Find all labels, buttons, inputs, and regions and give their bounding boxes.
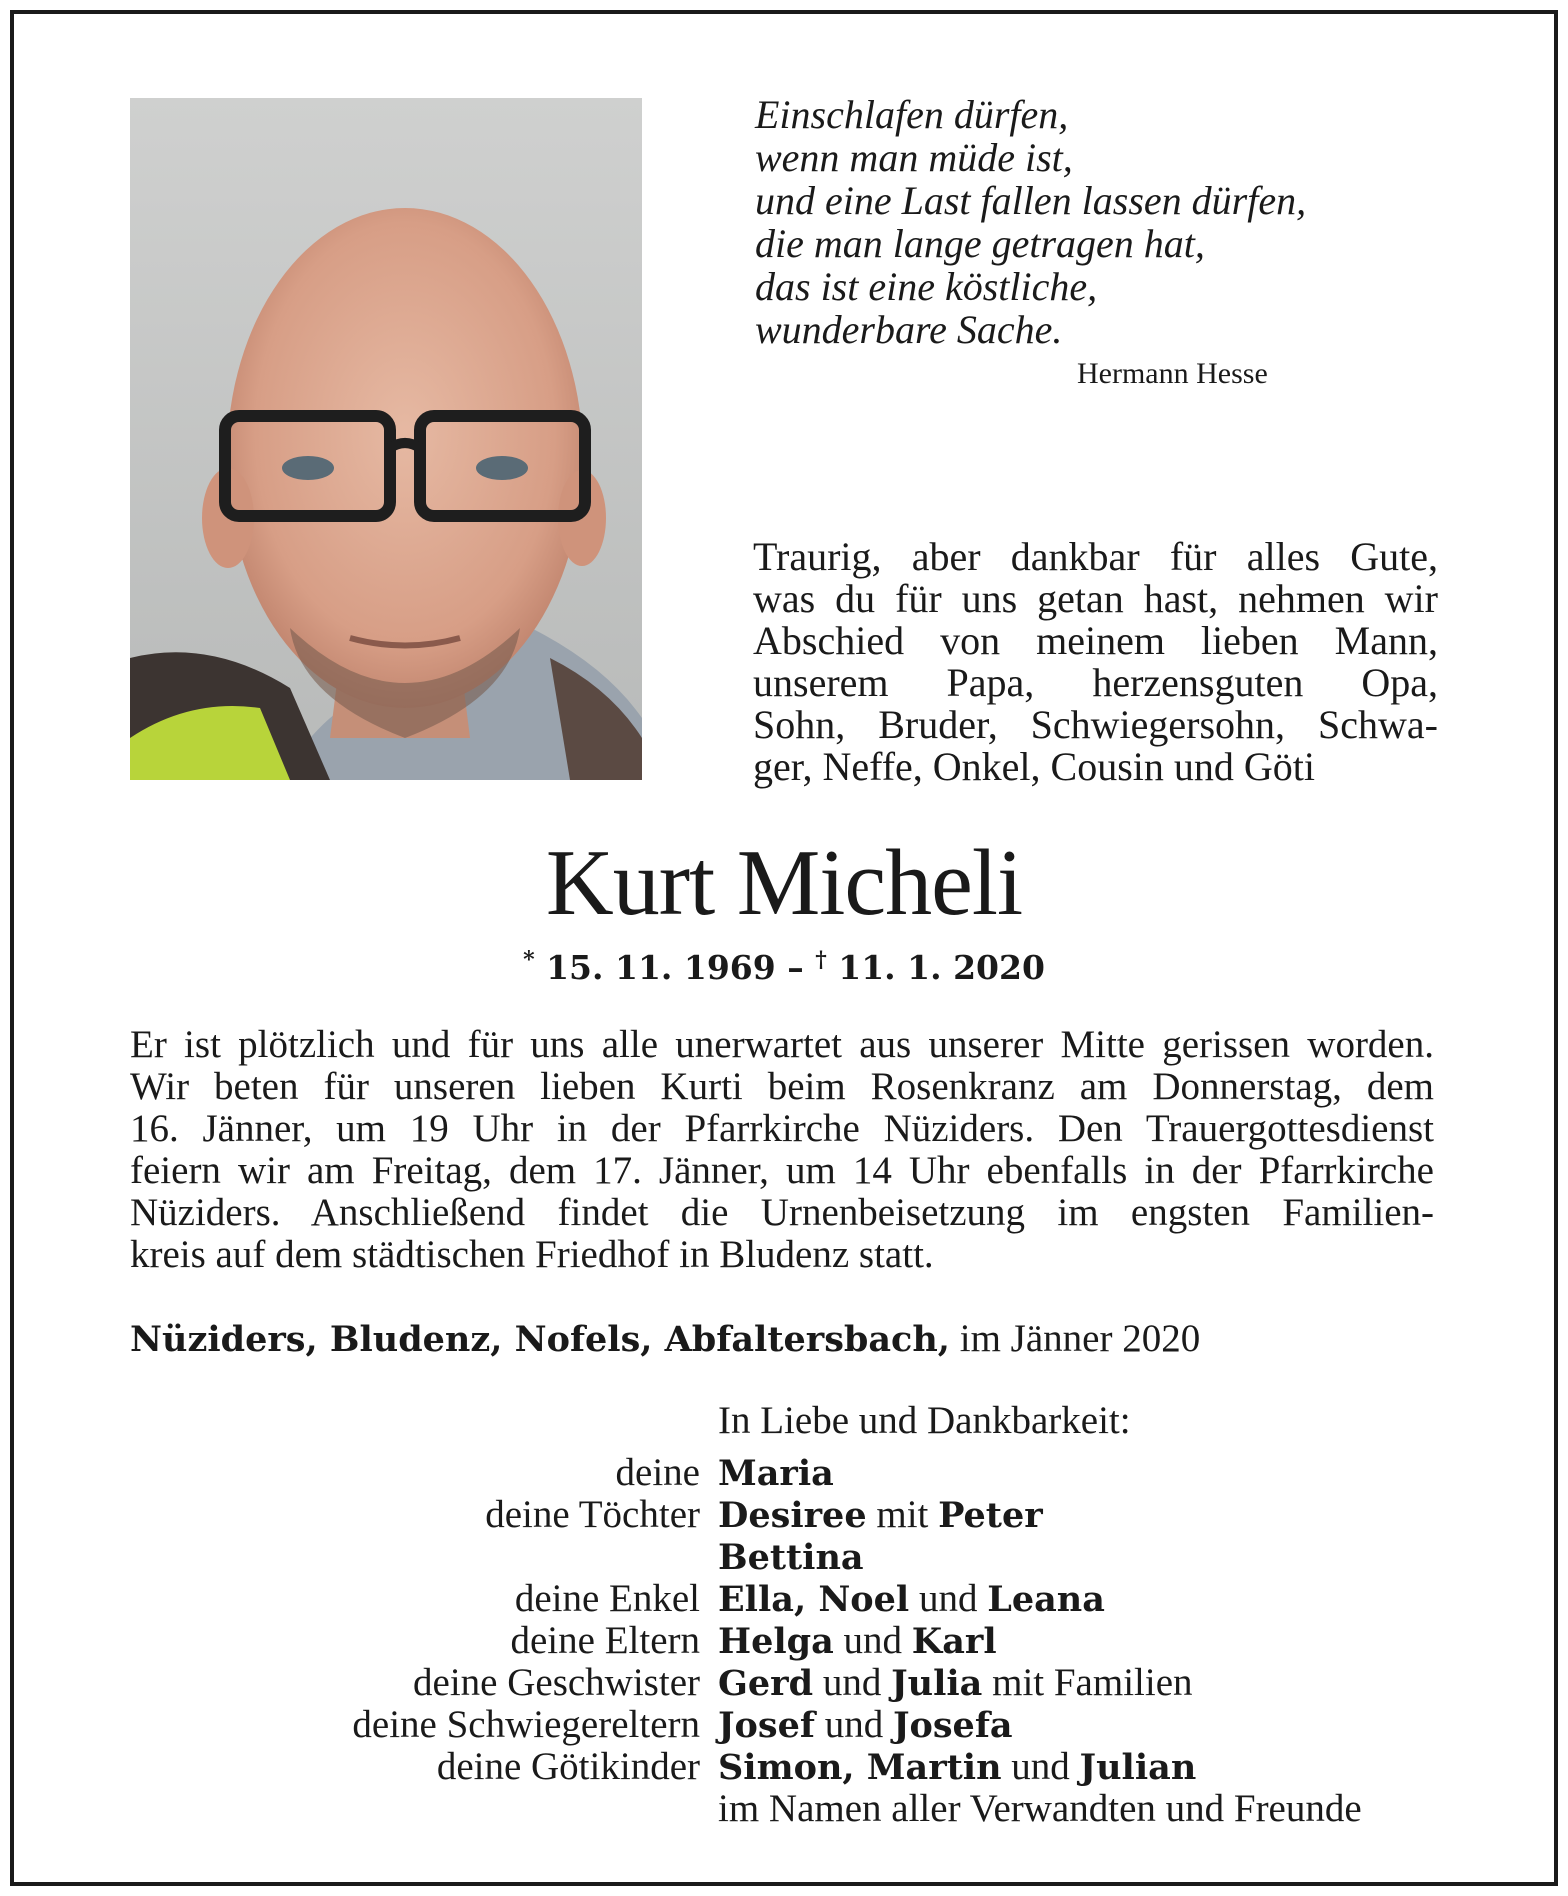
birth-symbol: * <box>523 947 535 973</box>
mourner-names <box>718 1536 864 1579</box>
body-line: 16. Jänner, um 19 Uhr in der Pfarrkirche Nüziders. Den Trauergottesdienst <box>130 1107 1434 1150</box>
life-dates <box>0 947 1568 987</box>
mourner-name: Peter <box>938 1495 1043 1536</box>
mourner-row <box>0 1452 1568 1494</box>
date-dash: – <box>787 948 804 987</box>
mourner-relation: deine Eltern <box>510 1619 700 1662</box>
death-symbol: † <box>815 947 827 973</box>
mourner-name: Gerd <box>718 1663 814 1704</box>
poem-line: wunderbare Sache. <box>755 307 1063 352</box>
mourner-connector: mit Familien <box>982 1661 1193 1704</box>
mourner-names <box>718 1620 997 1663</box>
intro-line: unserem Papa, herzensguten Opa, <box>753 660 1438 705</box>
mourner-row <box>0 1704 1568 1746</box>
intro-line: was du für uns getan hast, nehmen wir <box>753 576 1438 621</box>
intro-line: Abschied von meinem lieben Mann, <box>753 618 1438 663</box>
mourner-relation: deine Götikinder <box>436 1745 700 1788</box>
intro-line: Traurig, aber dankbar für alles Gute, <box>753 534 1438 579</box>
intro-line: ger, Neffe, Onkel, Cousin und Göti <box>753 744 1316 789</box>
mourner-names <box>718 1704 1013 1747</box>
mourner-name: Simon, Martin <box>718 1747 1002 1788</box>
mourner-names <box>718 1788 1362 1830</box>
mourner-row <box>0 1788 1568 1830</box>
portrait-photo <box>130 98 642 780</box>
mourner-row <box>0 1620 1568 1662</box>
mourner-name: Josef <box>718 1705 815 1746</box>
mourner-row <box>0 1662 1568 1704</box>
mourner-connector: und <box>833 1619 912 1662</box>
places-month: im Jänner 2020 <box>950 1317 1201 1360</box>
poem-line: wenn man müde ist, <box>755 135 1073 180</box>
mourner-name: Desiree <box>718 1495 867 1536</box>
mourner-row <box>0 1578 1568 1620</box>
poem-line: das ist eine köstliche, <box>755 264 1098 309</box>
mourner-connector: und <box>814 1703 893 1746</box>
mourner-connector: und <box>1001 1745 1080 1788</box>
mourner-name: Leana <box>987 1579 1105 1620</box>
body-line: kreis auf dem städtischen Friedhof in Bludenz statt. <box>130 1233 934 1276</box>
mourner-row <box>0 1746 1568 1788</box>
mourner-name: Josefa <box>892 1705 1013 1746</box>
body-line: Nüziders. Anschließend findet die Urnenbeisetzung im engsten Familien- <box>130 1191 1434 1234</box>
death-date: 11. 1. 2020 <box>838 948 1045 987</box>
mourner-relation: deine Schwiegereltern <box>352 1703 700 1746</box>
mourner-names <box>718 1494 1043 1537</box>
mourner-name: Julia <box>891 1663 983 1704</box>
mourner-relation: deine <box>615 1451 700 1494</box>
mourner-relation: deine Enkel <box>514 1577 700 1620</box>
mourner-name: Helga <box>718 1621 834 1662</box>
mourner-relation: deine Geschwister <box>413 1661 700 1704</box>
mourner-relation: deine Töchter <box>485 1493 700 1536</box>
mourner-row <box>0 1536 1568 1578</box>
body-line: feiern wir am Freitag, dem 17. Jänner, um 14 Uhr ebenfalls in der Pfarrkirche <box>130 1149 1434 1192</box>
mourner-connector: und <box>909 1577 988 1620</box>
mourner-name: Julian <box>1079 1747 1197 1788</box>
intro-line: Sohn, Bruder, Schwiegersohn, Schwa- <box>753 702 1438 747</box>
poem-line: Einschlafen dürfen, <box>755 92 1069 137</box>
intro-text <box>753 536 1438 788</box>
mourner-name: Maria <box>718 1453 834 1494</box>
mourner-connector: und <box>813 1661 892 1704</box>
body-line: Wir beten für unseren lieben Kurti beim Rosenkranz am Donnerstag, dem <box>130 1065 1434 1108</box>
mourner-names <box>718 1578 1105 1621</box>
funeral-details <box>130 1024 1434 1276</box>
places-names: Nüziders, Bludenz, Nofels, Abfaltersbach, <box>130 1319 950 1360</box>
mourner-row <box>0 1494 1568 1536</box>
mourner-name: Bettina <box>718 1537 864 1578</box>
poem-line: und eine Last fallen lassen dürfen, <box>755 178 1307 223</box>
poem-line: die man lange getragen hat, <box>755 221 1205 266</box>
poem <box>755 93 1315 351</box>
mourner-connector: im Namen aller Verwandten und Freunde <box>718 1787 1362 1830</box>
deceased-name: Kurt Micheli <box>545 831 1023 935</box>
mourner-name: Karl <box>911 1621 997 1662</box>
body-line: Er ist plötzlich und für uns alle unerwartet aus unserer Mitte gerissen worden. <box>130 1023 1434 1066</box>
birth-date: 15. 11. 1969 <box>546 948 776 987</box>
mourner-name: Ella, Noel <box>718 1579 910 1620</box>
poem-author: Hermann Hesse <box>1077 357 1268 390</box>
mourners-list <box>0 1452 1568 1830</box>
greeting: In Liebe und Dankbarkeit: <box>718 1399 1131 1442</box>
mourner-names <box>718 1662 1193 1705</box>
mourner-names <box>718 1746 1196 1789</box>
places-date <box>130 1316 1200 1361</box>
mourner-connector: mit <box>866 1493 939 1536</box>
mourner-names <box>718 1452 834 1495</box>
